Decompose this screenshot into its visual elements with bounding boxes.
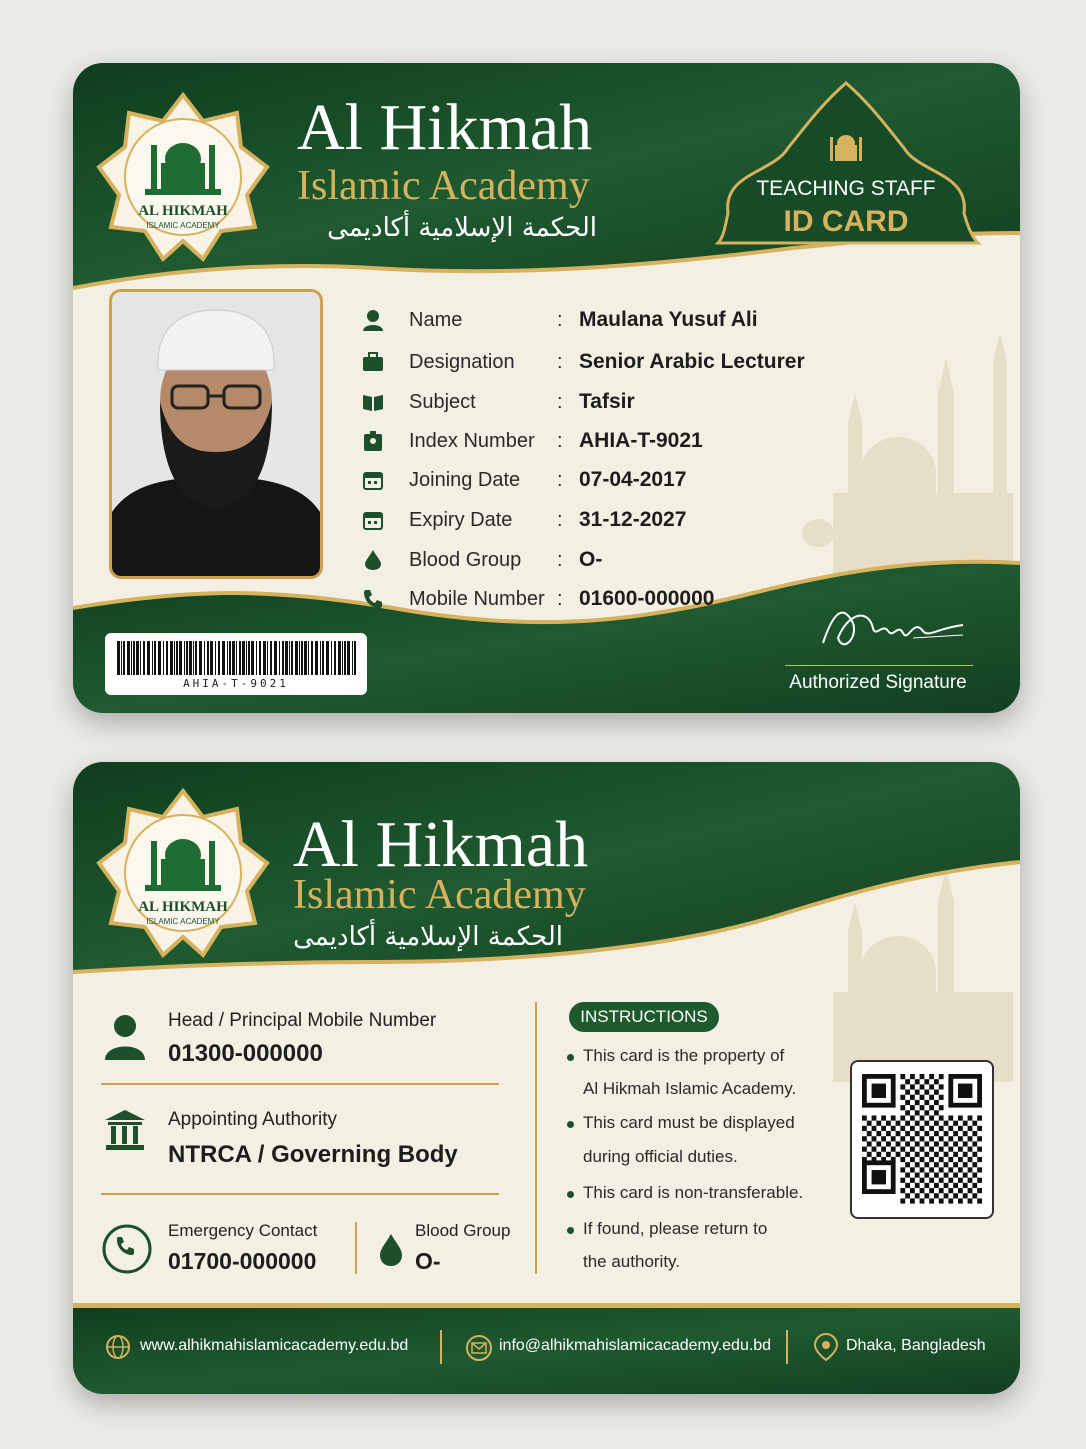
field-label: Expiry Date [409,508,513,531]
academy-title: Al Hikmah [293,808,589,881]
field-subject: Subject : Tafsir [361,385,385,419]
academy-emblem [95,91,271,267]
barcode-bars [105,633,367,677]
academy-title: Al Hikmah [297,91,593,164]
emblem-star-icon [95,91,271,267]
field-name: Name : Maulana Yusuf Ali [361,303,385,337]
field-joining-date: Joining Date : 07-04-2017 [361,463,385,497]
bullet-icon [567,1054,574,1061]
mosque-icon [821,125,871,165]
field-value: Senior Arabic Lecturer [579,350,805,373]
field-value: 07-04-2017 [579,468,687,491]
field-label: Index Number [409,429,535,452]
field-label: Designation [409,350,515,373]
academy-emblem [95,787,271,963]
field-label: Subject [409,390,476,413]
briefcase-icon [361,350,385,374]
emblem-name: AL HIKMAH [138,899,228,915]
field-expiry-date: Expiry Date : 31-12-2027 [361,503,385,537]
phone-icon [361,587,385,611]
emblem-subname: ISLAMIC ACADEMY [146,221,220,230]
bullet-icon [567,1191,574,1198]
head-mobile-label: Head / Principal Mobile Number [168,1010,437,1031]
instructions-title: INSTRUCTIONS [569,1002,719,1032]
calendar-icon [361,468,385,492]
blood-group-label: Blood Group [415,1221,511,1240]
field-value: O- [579,548,603,571]
location-pin-icon [813,1332,839,1367]
instruction-line: the authority. [583,1252,681,1271]
field-value: Maulana Yusuf Ali [579,308,758,331]
calendar-icon [361,508,385,532]
staff-photo [109,289,323,579]
field-value: 31-12-2027 [579,508,687,531]
field-label: Blood Group [409,548,522,571]
blood-group-value: O- [415,1248,441,1274]
badge-staff-label: TEACHING STAFF [756,177,936,200]
barcode [105,633,367,695]
emergency-value: 01700-000000 [168,1248,317,1274]
instruction-line: This card is the property of [583,1046,785,1065]
badge-id-card-label: ID CARD [783,205,909,238]
signature-line [785,665,973,666]
back-id-card [73,762,1020,1394]
barcode-number: AHIA-T-9021 [183,677,289,690]
bullet-icon [567,1121,574,1128]
globe-icon [105,1334,131,1365]
field-label: Mobile Number [409,587,545,610]
footer-email: info@alhikmahislamicacademy.edu.bd [499,1337,772,1354]
instruction-line: This card must be displayed [583,1113,795,1132]
authority-value: NTRCA / Governing Body [168,1141,458,1168]
academy-subtitle: Islamic Academy [293,872,586,918]
footer-location: Dhaka, Bangladesh [846,1337,986,1354]
instruction-line: If found, please return to [583,1219,768,1238]
email-icon [465,1334,493,1367]
field-mobile-number: Mobile Number : 01600-000000 [361,582,385,616]
footer-website: www.alhikmahislamicacademy.edu.bd [140,1337,409,1354]
authority-label: Appointing Authority [168,1109,338,1130]
academy-subtitle: Islamic Academy [297,163,590,209]
field-value: Tafsir [579,390,635,413]
institution-building-icon [103,1108,147,1157]
academy-arabic-name: الحكمة الإسلامية أكاديمى [293,922,563,952]
qr-code [850,1060,994,1219]
book-icon [361,390,385,414]
field-value: AHIA-T-9021 [579,429,703,452]
field-blood-group: Blood Group : O- [361,543,385,577]
person-icon [103,1014,147,1065]
emergency-label: Emergency Contact [168,1221,318,1240]
head-mobile-value: 01300-000000 [168,1040,323,1067]
field-index-number: Index Number : AHIA-T-9021 [361,424,385,458]
academy-arabic-name: الحكمة الإسلامية أكاديمى [327,213,597,243]
signature-mark [813,583,973,663]
instruction-line: This card is non-transferable. [583,1183,804,1202]
emblem-subname: ISLAMIC ACADEMY [146,917,220,926]
bullet-icon [567,1227,574,1234]
field-value: 01600-000000 [579,587,715,610]
qr-code-pattern [862,1074,982,1204]
instruction-line: Al Hikmah Islamic Academy. [583,1079,797,1098]
signature-caption: Authorized Signature [789,672,967,693]
person-icon [361,308,385,332]
instruction-line: during official duties. [583,1147,738,1166]
emblem-star-icon [95,787,271,963]
drop-icon [361,548,385,572]
id-badge-icon [361,429,385,453]
field-label: Name [409,308,463,331]
front-id-card [73,63,1020,713]
field-designation: Designation : Senior Arabic Lecturer [361,345,385,379]
drop-icon [377,1232,405,1273]
phone-circle-icon [101,1223,153,1280]
emblem-name: AL HIKMAH [138,203,228,219]
field-label: Joining Date [409,468,521,491]
